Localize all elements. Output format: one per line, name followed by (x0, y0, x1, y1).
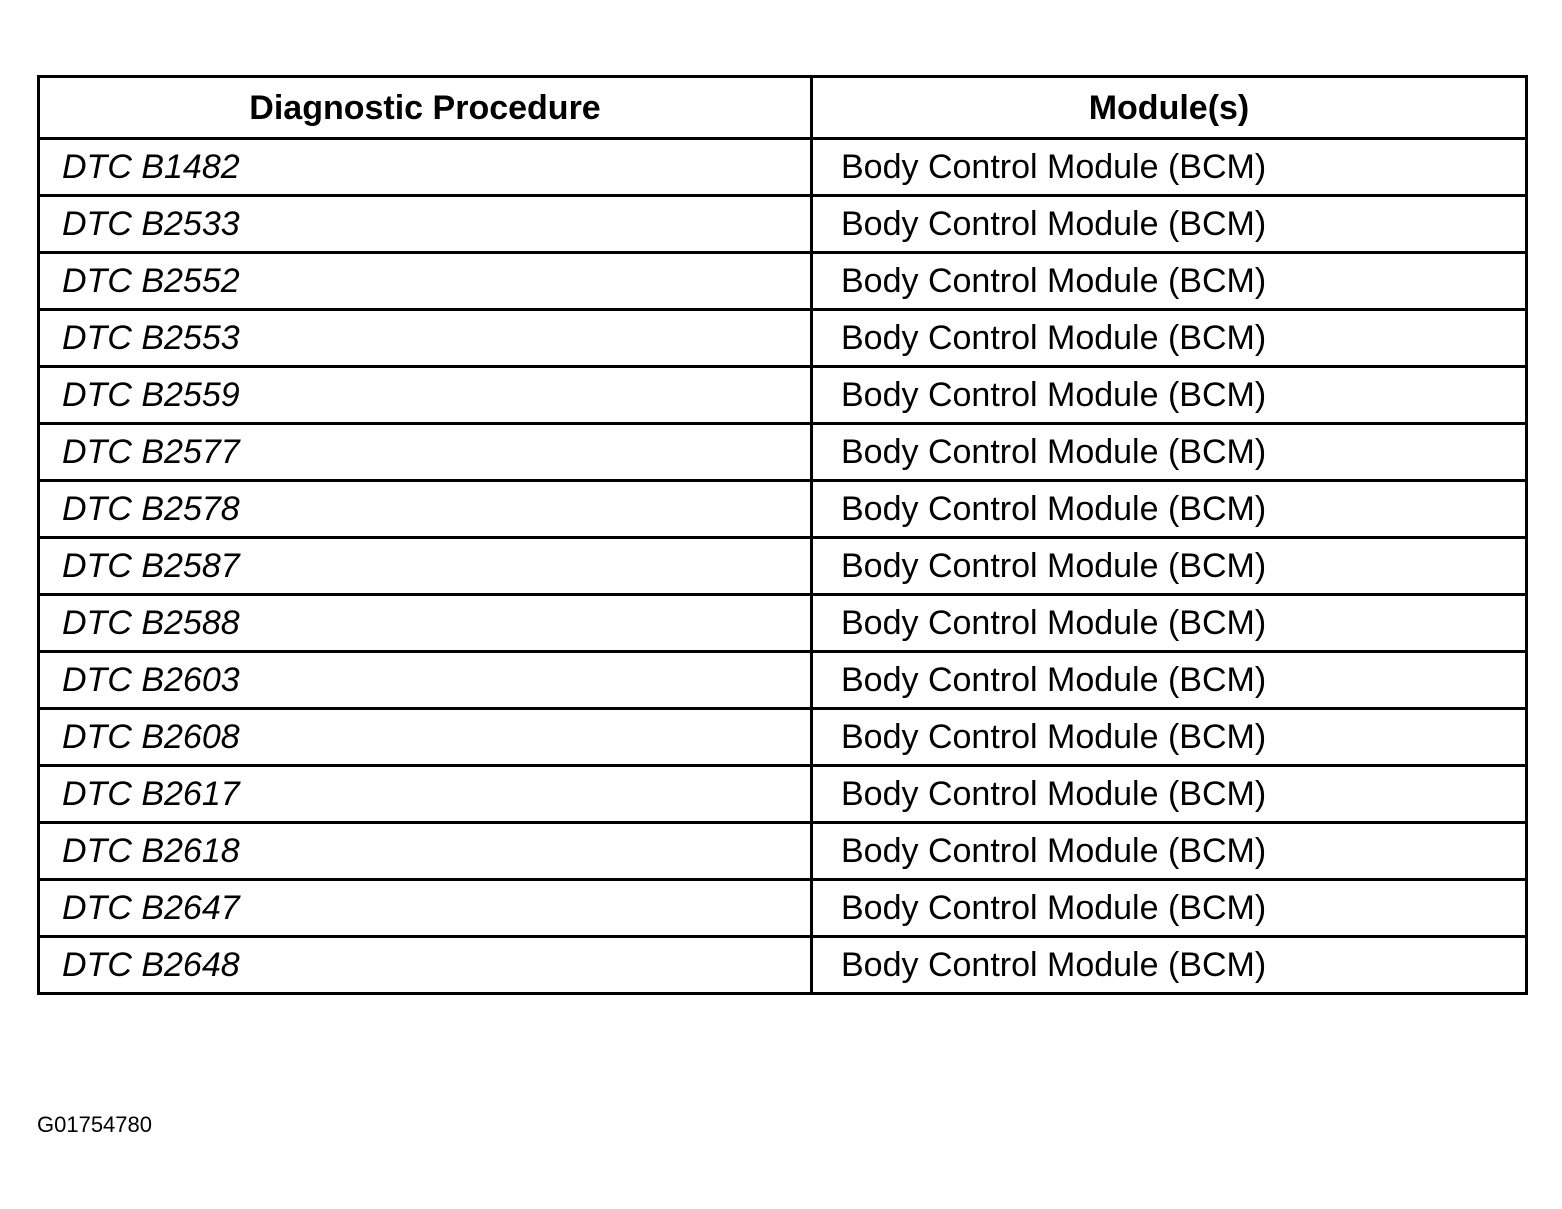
table-row (39, 937, 1527, 994)
module-cell: Body Control Module (BCM) (812, 424, 1527, 481)
table-row (39, 310, 1527, 367)
procedure-cell: DTC B2603 (39, 652, 812, 709)
procedure-cell: DTC B2578 (39, 481, 812, 538)
module-cell: Body Control Module (BCM) (812, 823, 1527, 880)
module-cell: Body Control Module (BCM) (812, 880, 1527, 937)
table-row (39, 880, 1527, 937)
module-cell: Body Control Module (BCM) (812, 367, 1527, 424)
module-cell: Body Control Module (BCM) (812, 196, 1527, 253)
table-header-row (39, 77, 1527, 139)
table-row (39, 481, 1527, 538)
module-cell: Body Control Module (BCM) (812, 310, 1527, 367)
module-cell: Body Control Module (BCM) (812, 253, 1527, 310)
procedure-cell: DTC B1482 (39, 139, 812, 196)
table-row (39, 538, 1527, 595)
procedure-cell: DTC B2608 (39, 709, 812, 766)
module-cell: Body Control Module (BCM) (812, 709, 1527, 766)
module-cell: Body Control Module (BCM) (812, 481, 1527, 538)
procedure-cell: DTC B2588 (39, 595, 812, 652)
figure-id: G01754780 (37, 1112, 152, 1137)
table-row (39, 253, 1527, 310)
table-body (39, 139, 1527, 994)
module-cell: Body Control Module (BCM) (812, 538, 1527, 595)
header-modules: Module(s) (812, 77, 1527, 139)
procedure-cell: DTC B2648 (39, 937, 812, 994)
table-row (39, 823, 1527, 880)
module-cell: Body Control Module (BCM) (812, 139, 1527, 196)
table-row (39, 766, 1527, 823)
procedure-cell: DTC B2577 (39, 424, 812, 481)
procedure-cell: DTC B2552 (39, 253, 812, 310)
module-cell: Body Control Module (BCM) (812, 652, 1527, 709)
table-row (39, 367, 1527, 424)
table-row (39, 709, 1527, 766)
table-row (39, 652, 1527, 709)
procedure-cell: DTC B2618 (39, 823, 812, 880)
procedure-cell: DTC B2553 (39, 310, 812, 367)
module-cell: Body Control Module (BCM) (812, 937, 1527, 994)
procedure-cell: DTC B2587 (39, 538, 812, 595)
table-row (39, 196, 1527, 253)
table-row (39, 595, 1527, 652)
module-cell: Body Control Module (BCM) (812, 766, 1527, 823)
module-cell: Body Control Module (BCM) (812, 595, 1527, 652)
dtc-module-table (37, 75, 1528, 995)
procedure-cell: DTC B2647 (39, 880, 812, 937)
table-row (39, 424, 1527, 481)
procedure-cell: DTC B2617 (39, 766, 812, 823)
procedure-cell: DTC B2559 (39, 367, 812, 424)
header-diagnostic-procedure: Diagnostic Procedure (39, 77, 812, 139)
table-row (39, 139, 1527, 196)
procedure-cell: DTC B2533 (39, 196, 812, 253)
